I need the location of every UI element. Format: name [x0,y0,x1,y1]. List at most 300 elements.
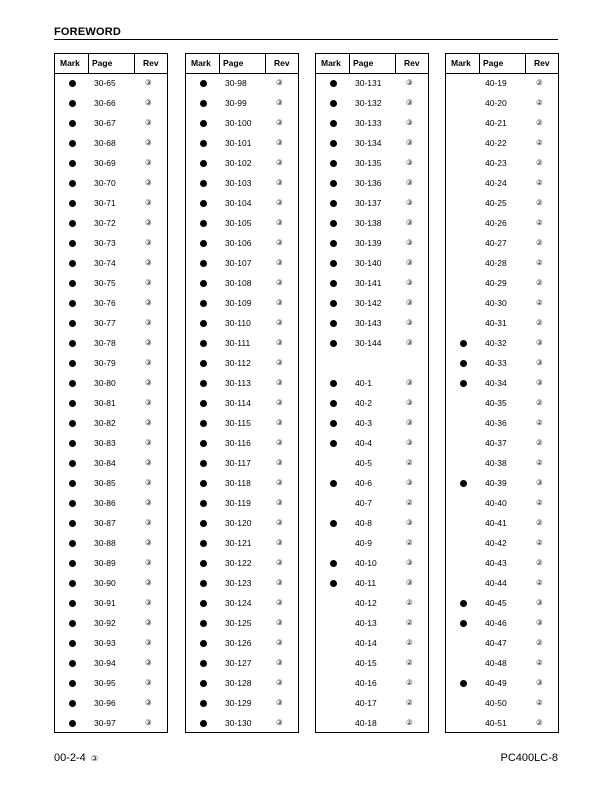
table-row [55,594,167,614]
revision-mark-dot-icon [200,540,207,547]
page-cell: 30-86 [94,498,116,508]
rev-cell: ③ [145,338,152,347]
rev-cell: ③ [276,78,283,87]
table-row [55,234,167,254]
page-cell: 30-71 [94,198,116,208]
page-cell: 40-45 [485,598,507,608]
page-cell: 30-74 [94,258,116,268]
page-cell: 40-3 [355,418,373,428]
revision-mark-dot-icon [69,120,76,127]
rev-cell: ③ [536,478,543,487]
revision-mark-dot-icon [69,280,76,287]
rev-cell: ③ [276,218,283,227]
page-cell: 30-78 [94,338,116,348]
page-cell: 30-72 [94,218,116,228]
revision-mark-dot-icon [200,140,207,147]
rev-cell: ② [536,638,543,647]
page-cell: 30-105 [225,218,252,228]
table-row [446,694,558,714]
rev-cell: ② [406,638,413,647]
rev-cell: ③ [276,198,283,207]
page-cell: 30-132 [355,98,382,108]
table-row [446,674,558,694]
page-cell: 30-100 [225,118,252,128]
rev-cell: ③ [145,378,152,387]
table-row [446,214,558,234]
page-cell: 30-123 [225,578,252,588]
rev-cell: ③ [145,218,152,227]
table-row [55,614,167,634]
revision-mark-dot-icon [69,500,76,507]
revision-mark-dot-icon [69,100,76,107]
table-row [186,314,298,334]
page-cell: 40-41 [485,518,507,528]
rev-cell: ③ [145,278,152,287]
page-cell: 30-140 [355,258,382,268]
rev-cell: ③ [145,658,152,667]
rev-cell: ② [536,258,543,267]
table-row [55,354,167,374]
revision-mark-dot-icon [200,440,207,447]
page-cell: 30-122 [225,558,252,568]
page-cell: 30-129 [225,698,252,708]
page-cell: 30-113 [225,378,251,388]
page-cell: 30-117 [225,458,251,468]
table-row [316,634,428,654]
rev-cell: ③ [406,318,413,327]
table-row [55,574,167,594]
revision-mark-dot-icon [69,220,76,227]
revision-mark-dot-icon [69,700,76,707]
rev-cell: ③ [276,358,283,367]
rev-cell: ③ [145,198,152,207]
table-row [316,394,428,414]
table-row [186,554,298,574]
table-row [446,454,558,474]
table-row [316,174,428,194]
table-row [316,234,428,254]
table-row [186,134,298,154]
page-cell: 30-76 [94,298,116,308]
rev-cell: ② [536,178,543,187]
revision-mark-dot-icon [330,320,337,327]
rev-cell: ③ [145,98,152,107]
page-cell: 40-48 [485,658,507,668]
table-row [55,394,167,414]
revision-mark-dot-icon [200,380,207,387]
revision-mark-dot-icon [200,400,207,407]
table-row [186,674,298,694]
table-header [446,54,558,74]
revision-mark-dot-icon [200,580,207,587]
page-cell: 30-81 [94,398,116,408]
rev-cell: ③ [276,498,283,507]
table-rows [446,74,558,734]
table-row [316,254,428,274]
rev-cell: ③ [145,618,152,627]
rev-cell: ② [536,558,543,567]
page-cell: 30-94 [94,658,116,668]
revision-mark-dot-icon [69,340,76,347]
table-row [186,114,298,134]
table-row [316,514,428,534]
table-row [446,494,558,514]
table-row [186,534,298,554]
rev-cell: ② [406,458,413,467]
table-row [186,474,298,494]
table-row [446,394,558,414]
header-rev: Rev [404,58,420,68]
revision-mark-dot-icon [330,560,337,567]
table-row [186,274,298,294]
page-cell: 30-139 [355,238,382,248]
revision-mark-dot-icon [69,660,76,667]
header-mark: Mark [451,58,471,68]
page-cell: 30-104 [225,198,252,208]
table-row [55,434,167,454]
page-cell: 40-33 [485,358,507,368]
rev-cell: ③ [276,238,283,247]
table-row [446,94,558,114]
table-row [55,254,167,274]
table-row [446,434,558,454]
rev-cell: ③ [276,158,283,167]
revision-mark-dot-icon [200,260,207,267]
page-cell: 30-92 [94,618,116,628]
page-cell: 30-99 [225,98,247,108]
table-row [55,554,167,574]
page-cell: 30-68 [94,138,116,148]
footer-model: PC400LC-8 [500,752,558,764]
table-row [446,194,558,214]
table-header [186,54,298,74]
revision-mark-dot-icon [200,180,207,187]
page-cell: 40-8 [355,518,373,528]
revision-mark-dot-icon [330,400,337,407]
page-cell: 40-18 [355,718,377,728]
table-row [446,254,558,274]
revision-mark-dot-icon [200,460,207,467]
header-divider [395,54,396,74]
revision-mark-dot-icon [330,580,337,587]
rev-cell: ③ [145,118,152,127]
page-cell: 30-142 [355,298,382,308]
header-divider [134,54,135,74]
revision-mark-dot-icon [200,80,207,87]
header-page: Page [483,58,504,68]
page-cell: 40-23 [485,158,507,168]
revision-mark-dot-icon [200,120,207,127]
table-row [55,374,167,394]
table-rows [55,74,167,734]
page-cell: 30-133 [355,118,382,128]
rev-cell: ③ [276,278,283,287]
rev-cell: ③ [145,78,152,87]
page-cell: 30-107 [225,258,252,268]
revision-mark-dot-icon [69,140,76,147]
page-cell: 30-96 [94,698,116,708]
page-cell: 30-91 [94,598,116,608]
revision-mark-dot-icon [69,200,76,207]
page-cell: 40-24 [485,178,507,188]
page-cell: 30-144 [355,338,382,348]
rev-cell: ③ [276,538,283,547]
table-row [55,334,167,354]
page-cell: 40-34 [485,378,507,388]
page-cell: 30-124 [225,598,252,608]
rev-cell: ③ [145,578,152,587]
table-row [55,74,167,94]
table-row [316,454,428,474]
rev-cell: ③ [276,478,283,487]
page-cell: 30-80 [94,378,116,388]
rev-cell: ③ [276,618,283,627]
rev-cell: ③ [145,238,152,247]
table-row [316,594,428,614]
revision-mark-dot-icon [69,480,76,487]
page-cell: 40-19 [485,78,507,88]
page-cell: 40-37 [485,438,507,448]
table-row [55,634,167,654]
table-row [316,434,428,454]
table-row [55,494,167,514]
rev-cell: ② [536,98,543,107]
revision-mark-dot-icon [330,300,337,307]
revision-mark-dot-icon [200,360,207,367]
header-rev: Rev [534,58,550,68]
rev-cell: ② [536,498,543,507]
rev-cell: ③ [406,418,413,427]
page-cell: 40-30 [485,298,507,308]
rev-cell: ② [406,718,413,727]
rev-cell: ③ [276,518,283,527]
page-cell: 30-119 [225,498,251,508]
table-row [316,574,428,594]
revision-mark-dot-icon [69,520,76,527]
rev-cell: ③ [276,458,283,467]
title-rule [54,39,558,40]
rev-cell: ③ [276,338,283,347]
rev-cell: ③ [276,558,283,567]
page-cell: 30-75 [94,278,116,288]
rev-cell: ② [536,578,543,587]
revision-mark-dot-icon [69,580,76,587]
page-cell: 40-12 [355,598,377,608]
page-cell: 30-112 [225,358,251,368]
rev-cell: ③ [276,378,283,387]
table-row [446,154,558,174]
rev-cell: ③ [406,98,413,107]
page-cell: 30-93 [94,638,116,648]
revision-mark-dot-icon [200,280,207,287]
table-row [186,354,298,374]
rev-cell: ③ [145,558,152,567]
rev-cell: ② [406,698,413,707]
table-row [55,94,167,114]
rev-cell: ③ [276,138,283,147]
revision-mark-dot-icon [330,80,337,87]
revision-mark-dot-icon [330,140,337,147]
rev-cell: ② [406,678,413,687]
rev-cell: ③ [406,138,413,147]
page-cell: 30-121 [225,538,252,548]
table-row [316,94,428,114]
revision-mark-dot-icon [330,160,337,167]
table-row [55,194,167,214]
page-cell: 30-69 [94,158,116,168]
page-cell: 30-120 [225,518,252,528]
page-cell: 30-88 [94,538,116,548]
table-row [186,394,298,414]
revision-mark-dot-icon [69,300,76,307]
table-row [446,374,558,394]
rev-cell: ③ [406,158,413,167]
table-row [316,374,428,394]
table-row [446,274,558,294]
table-row [186,634,298,654]
rev-cell: ③ [536,618,543,627]
page-cell: 30-141 [355,278,382,288]
table-row [446,474,558,494]
page-cell: 40-20 [485,98,507,108]
table-row [446,514,558,534]
rev-cell: ② [536,118,543,127]
revision-mark-dot-icon [69,360,76,367]
header-page: Page [353,58,374,68]
header-mark: Mark [60,58,80,68]
header-rev: Rev [274,58,290,68]
table-row [186,374,298,394]
revision-mark-dot-icon [330,340,337,347]
rev-cell: ③ [145,158,152,167]
revision-mark-dot-icon [460,360,467,367]
table-row [446,534,558,554]
page-cell: 40-9 [355,538,373,548]
revision-mark-dot-icon [200,720,207,727]
table-row [316,614,428,634]
table-row [316,274,428,294]
page-cell: 30-114 [225,398,251,408]
revision-mark-dot-icon [69,400,76,407]
table-row [446,594,558,614]
table-row [186,334,298,354]
rev-cell: ② [536,238,543,247]
page-cell: 30-143 [355,318,382,328]
rev-cell: ② [536,218,543,227]
table-row [186,214,298,234]
revision-mark-dot-icon [330,380,337,387]
page-cell: 40-40 [485,498,507,508]
page-cell: 30-115 [225,418,251,428]
rev-cell: ② [536,538,543,547]
page-cell: 30-127 [225,658,252,668]
page-cell: 30-136 [355,178,382,188]
page-cell: 30-83 [94,438,116,448]
rev-cell: ② [536,398,543,407]
page-cell: 30-111 [225,338,251,348]
rev-cell: ③ [406,338,413,347]
revision-mark-dot-icon [69,180,76,187]
page-cell: 40-25 [485,198,507,208]
rev-cell: ② [406,538,413,547]
rev-cell: ③ [145,358,152,367]
table-row [55,134,167,154]
page-cell: 30-135 [355,158,382,168]
footer-page-number [54,752,98,764]
revision-mark-dot-icon [200,660,207,667]
revision-mark-dot-icon [69,320,76,327]
table-row [446,334,558,354]
rev-cell: ② [536,518,543,527]
rev-cell: ③ [145,258,152,267]
rev-cell: ③ [145,418,152,427]
revision-mark-dot-icon [69,160,76,167]
page-cell: 40-50 [485,698,507,708]
table-row [316,694,428,714]
revision-mark-dot-icon [200,300,207,307]
rev-cell: ② [536,418,543,427]
revision-mark-dot-icon [200,620,207,627]
rev-cell: ③ [276,598,283,607]
rev-cell: ③ [145,398,152,407]
rev-cell: ② [406,598,413,607]
revision-mark-dot-icon [330,280,337,287]
header-divider [219,54,220,74]
header-mark: Mark [191,58,211,68]
rev-cell: ③ [406,178,413,187]
rev-cell: ② [536,78,543,87]
page-cell: 30-106 [225,238,252,248]
page-title: FOREWORD [54,26,121,38]
table-row [316,194,428,214]
table-row [316,654,428,674]
page-cell: 30-102 [225,158,252,168]
rev-cell: ③ [406,78,413,87]
rev-cell: ③ [276,578,283,587]
page-cell: 30-66 [94,98,116,108]
page-cell: 40-46 [485,618,507,628]
page-cell: 40-10 [355,558,377,568]
revision-mark-dot-icon [200,520,207,527]
revision-mark-dot-icon [330,100,337,107]
revision-mark-dot-icon [460,340,467,347]
revision-mark-dot-icon [460,620,467,627]
revision-mark-dot-icon [69,380,76,387]
page-cell: 40-15 [355,658,377,668]
revision-mark-dot-icon [69,460,76,467]
page-cell: 40-38 [485,458,507,468]
rev-cell: ③ [406,298,413,307]
table-row [55,114,167,134]
rev-cell: ③ [276,118,283,127]
table-row [446,714,558,734]
rev-cell: ③ [276,398,283,407]
table-header [316,54,428,74]
page-cell: 30-70 [94,178,116,188]
revision-mark-dot-icon [69,600,76,607]
revision-mark-dot-icon [330,480,337,487]
revision-mark-dot-icon [200,700,207,707]
page-cell: 30-116 [225,438,251,448]
table-row [186,594,298,614]
page-cell: 30-130 [225,718,252,728]
page-cell: 40-2 [355,398,373,408]
rev-cell: ③ [406,578,413,587]
revision-mark-dot-icon [69,640,76,647]
page-cell: 40-7 [355,498,373,508]
table-row [446,634,558,654]
rev-cell: ③ [406,398,413,407]
